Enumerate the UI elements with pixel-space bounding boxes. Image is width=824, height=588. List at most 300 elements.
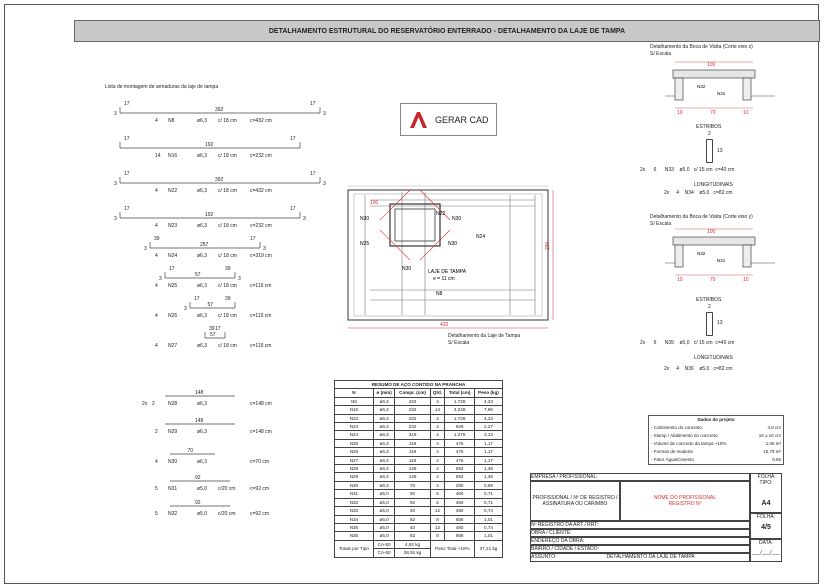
table-cell: 8 bbox=[430, 532, 445, 540]
boca-y-sub: S/ Escala bbox=[650, 221, 672, 227]
carimbo-endereco: ENDEREÇO DA OBRA: bbox=[530, 537, 750, 545]
table-cell: 432 bbox=[395, 414, 430, 422]
table-cell: 476 bbox=[445, 456, 475, 464]
bar-hook-left: 3 bbox=[114, 111, 117, 117]
carimbo-prof: PROFISSIONAL / Nº DE REGISTRO / ASSINATURA OU CARIMBO bbox=[530, 481, 620, 521]
table-row bbox=[335, 456, 503, 464]
plan-label: N30 bbox=[360, 216, 370, 222]
carimbo-assunto: ASSUNTO: DETALHAMENTO DA LAJE DE TAMPA bbox=[530, 553, 750, 562]
plan-dim-bottom: 420 bbox=[440, 322, 449, 328]
bar-qty: 2 bbox=[155, 429, 158, 435]
table-cell: 0,71 bbox=[474, 498, 502, 506]
bar-diam: ø6,3 bbox=[197, 343, 208, 349]
dados-row: - Fator Água/Cimento 0,55 bbox=[651, 457, 781, 462]
resumo-aco-table bbox=[334, 380, 503, 558]
bar-total: c=319 cm bbox=[250, 253, 272, 259]
table-cell: 82 bbox=[395, 532, 430, 540]
table-cell: 4 bbox=[430, 414, 445, 422]
bar-top-left: 39 bbox=[154, 236, 160, 242]
table-cell: 1.728 bbox=[445, 397, 475, 405]
dados-row: - Formas de madeira 10,79 m² bbox=[651, 449, 781, 454]
plan-dim-top: 100 bbox=[370, 200, 379, 206]
boca-x-d2: 70 bbox=[710, 110, 716, 116]
table-cell: ø6,3 bbox=[373, 406, 395, 414]
boca-x-stirrup bbox=[706, 139, 713, 163]
table-cell: 5 bbox=[430, 490, 445, 498]
bar-top-left: 17 bbox=[124, 136, 130, 142]
plan-laje-h: e = 11 cm bbox=[433, 276, 455, 282]
table-row bbox=[335, 523, 503, 531]
bar-diam: ø6,3 bbox=[197, 429, 208, 435]
bar-total: c=92 cm bbox=[250, 511, 270, 517]
bar-qty: 4 bbox=[155, 118, 158, 124]
table-cell: 4 bbox=[430, 481, 445, 489]
bar-total: c=432 cm bbox=[250, 188, 272, 194]
gerar-cad-label: GERAR CAD bbox=[435, 114, 489, 125]
table-cell: 4 bbox=[430, 397, 445, 405]
bar-qty: 4 bbox=[155, 223, 158, 229]
boca-x-top: 100 bbox=[707, 62, 716, 68]
boca-x-row2: 2x 4 N34 ø5,0 c=82 cm bbox=[664, 190, 733, 196]
plan-label: N24 bbox=[476, 234, 486, 240]
table-cell: ø6,3 bbox=[373, 431, 395, 439]
table-cell: 4 bbox=[430, 448, 445, 456]
bar-total: c=232 cm bbox=[250, 153, 272, 159]
bar-top-right: 17 bbox=[310, 171, 316, 177]
table-row bbox=[335, 481, 503, 489]
table-cell: 8 bbox=[430, 515, 445, 523]
table-cell: ø6,3 bbox=[373, 456, 395, 464]
table-cell: 119 bbox=[395, 439, 430, 447]
bar-diam: ø5,0 bbox=[197, 486, 208, 492]
bar-qty: 5 bbox=[155, 486, 158, 492]
bar-hook-left: 3 bbox=[144, 246, 147, 252]
carimbo-art: Nº REGISTRO DA ART / RRT: bbox=[530, 521, 750, 529]
bar-length: 148 bbox=[195, 418, 204, 424]
peso-total-value: 37,21 kg bbox=[474, 540, 502, 557]
carimbo-empresa: EMPRESA / PROFISSIONAL: bbox=[530, 473, 750, 481]
table-cell: 656 bbox=[445, 515, 475, 523]
bar-diam: ø6,3 bbox=[197, 153, 208, 159]
resumo-header: ø (mm) bbox=[373, 389, 395, 397]
table-cell: N27 bbox=[335, 456, 374, 464]
table-row bbox=[335, 423, 503, 431]
table-cell: N23 bbox=[335, 423, 374, 431]
bar-hook-right: 3 bbox=[323, 111, 326, 117]
plan-laje-title: LAJE DE TAMPA bbox=[428, 269, 467, 275]
bar-diam: ø6,3 bbox=[197, 223, 208, 229]
bar-id: N24 bbox=[168, 253, 178, 259]
table-cell: 2,27 bbox=[474, 423, 502, 431]
boca-x-estribos: ESTRIBOS bbox=[696, 124, 722, 130]
plan-label: N25 bbox=[360, 241, 370, 247]
bar-top-right: 39 bbox=[225, 296, 231, 302]
table-cell: 12 bbox=[430, 507, 445, 515]
boca-y-row1: 2x 6 N35 ø5,0 c/ 15 cm c=40 cm bbox=[640, 340, 735, 346]
table-cell: N30 bbox=[335, 481, 374, 489]
bar-diam: ø6,3 bbox=[197, 401, 208, 407]
dados-title: Dados do projeto bbox=[697, 417, 735, 422]
bar-total: c=432 cm bbox=[250, 118, 272, 124]
bar-top-right: 17 bbox=[310, 101, 316, 107]
tot1-tipo: CA-50 bbox=[373, 540, 395, 548]
table-cell: 4,23 bbox=[474, 397, 502, 405]
bar-length: 92 bbox=[195, 475, 201, 481]
bar-total: c=92 cm bbox=[250, 486, 270, 492]
table-row bbox=[335, 414, 503, 422]
table-row bbox=[335, 406, 503, 414]
bar-top-right: 17 bbox=[290, 136, 296, 142]
table-cell: N24 bbox=[335, 431, 374, 439]
bar-top-right: 17 bbox=[290, 206, 296, 212]
table-cell: 4 bbox=[430, 439, 445, 447]
bar-length: 57 bbox=[195, 272, 201, 278]
table-cell: ø6,3 bbox=[373, 473, 395, 481]
dados-row: - Slump / Abatimento do concreto 10 ± 10 cm bbox=[651, 433, 781, 438]
bar-spacing: c/ 18 cm bbox=[218, 313, 237, 319]
boca-y-title: Detalhamento da Boca de Visita (Corte eixo y) bbox=[650, 214, 753, 220]
table-cell: 460 bbox=[445, 490, 475, 498]
bar-total: c=148 cm bbox=[250, 429, 272, 435]
table-cell: 1,45 bbox=[474, 473, 502, 481]
table-cell: 476 bbox=[445, 439, 475, 447]
table-row bbox=[335, 490, 503, 498]
boca-x-sub: S/ Escala bbox=[650, 51, 672, 57]
table-cell: 3.248 bbox=[445, 406, 475, 414]
table-cell: ø6,3 bbox=[373, 481, 395, 489]
table-cell: 1,45 bbox=[474, 465, 502, 473]
table-cell: N33 bbox=[335, 507, 374, 515]
boca-y-n32: N32 bbox=[697, 251, 706, 256]
table-cell: 319 bbox=[395, 431, 430, 439]
bar-hook-left: 3 bbox=[114, 216, 117, 222]
boca-y-n31: N31 bbox=[717, 258, 726, 263]
plan-caption: Detalhamento da Laje de Tampa bbox=[448, 333, 521, 339]
boca-x-n31: N31 bbox=[717, 91, 726, 96]
table-cell: 4 bbox=[430, 473, 445, 481]
table-cell: 1.728 bbox=[445, 414, 475, 422]
bar-top-left: 17 bbox=[124, 101, 130, 107]
table-cell: 1,17 bbox=[474, 439, 502, 447]
table-row bbox=[335, 448, 503, 456]
bar-spacing: c/ 18 cm bbox=[218, 223, 237, 229]
table-cell: ø6,3 bbox=[373, 414, 395, 422]
bar-qty: 4 bbox=[155, 253, 158, 259]
carimbo-folha-tipo: FOLHA TIPO: A4 bbox=[750, 473, 782, 513]
carimbo-nome: NOME DO PROFISSIONAL REGISTRO Nº bbox=[620, 481, 750, 521]
bar-top-left: 17 bbox=[124, 206, 130, 212]
table-cell: 92 bbox=[395, 498, 430, 506]
table-cell: 4 bbox=[430, 465, 445, 473]
boca-x-long: LONGITUDINAIS bbox=[694, 182, 733, 188]
table-cell: 148 bbox=[395, 465, 430, 473]
table-cell: 1,17 bbox=[474, 456, 502, 464]
boca-x-row1: 2x 6 N33 ø5,0 c/ 15 cm c=40 cm bbox=[640, 167, 735, 173]
bar-length: 257 bbox=[200, 242, 209, 248]
resumo-header: Compr. (cm) bbox=[395, 389, 430, 397]
boca-x-est13: 13 bbox=[717, 148, 723, 154]
table-cell: ø6,3 bbox=[373, 448, 395, 456]
bar-id: N30 bbox=[168, 459, 178, 465]
bar-length: 70 bbox=[187, 448, 194, 454]
table-row bbox=[335, 507, 503, 515]
table-cell: 148 bbox=[395, 473, 430, 481]
bar-qty: 4 bbox=[155, 188, 158, 194]
bar-hook-left: 3 bbox=[114, 181, 117, 187]
bar-hook-right: 3 bbox=[238, 276, 241, 282]
boca-x-n32: N32 bbox=[697, 84, 706, 89]
table-cell: N26 bbox=[335, 448, 374, 456]
bar-id: N27 bbox=[168, 343, 178, 349]
tot2-peso: 28,91 kg bbox=[395, 549, 430, 557]
resumo-header: N bbox=[335, 389, 374, 397]
table-cell: N34 bbox=[335, 515, 374, 523]
bar-top-right: 17 bbox=[250, 236, 256, 242]
bar-hook-right: 3 bbox=[263, 246, 266, 252]
bar-diam: ø5,0 bbox=[197, 511, 208, 517]
bar-diam: ø6,3 bbox=[197, 313, 208, 319]
bar-spacing: c/20 cm bbox=[218, 486, 236, 492]
bar-top-left: 17 bbox=[169, 266, 175, 272]
carimbo-obra: OBRA / CLIENTE: bbox=[530, 529, 750, 537]
table-cell: 92 bbox=[395, 490, 430, 498]
bar-total: c=119 cm bbox=[250, 313, 272, 319]
bar-id: N26 bbox=[168, 313, 178, 319]
table-cell: 40 bbox=[395, 523, 430, 531]
table-cell: 70 bbox=[395, 481, 430, 489]
table-cell: ø6,3 bbox=[373, 439, 395, 447]
table-cell: ø5,0 bbox=[373, 523, 395, 531]
resumo-header: Peso (kg) bbox=[474, 389, 502, 397]
bar-length: 92 bbox=[195, 500, 201, 506]
bar-id: N28 bbox=[168, 401, 178, 407]
table-cell: 460 bbox=[445, 498, 475, 506]
table-cell: 14 bbox=[430, 406, 445, 414]
plan-caption-sub: S/ Escala bbox=[448, 340, 470, 346]
table-cell: 0,74 bbox=[474, 507, 502, 515]
table-cell: 592 bbox=[445, 473, 475, 481]
bar-spacing: c/ 18 cm bbox=[218, 188, 237, 194]
table-cell: 4 bbox=[430, 423, 445, 431]
bar-qty: 4 bbox=[155, 459, 158, 465]
dados-projeto bbox=[648, 415, 784, 465]
bar-length: 57 bbox=[210, 332, 216, 338]
resumo-header: Qtd. bbox=[430, 389, 445, 397]
table-cell: ø6,3 bbox=[373, 423, 395, 431]
table-row bbox=[335, 397, 503, 405]
bar-hook-right: 3 bbox=[323, 181, 326, 187]
bar-id: N25 bbox=[168, 283, 178, 289]
table-cell: 1.276 bbox=[445, 431, 475, 439]
bar-length: 192 bbox=[205, 212, 214, 218]
dados-row: - Cobrimento do concreto: 4,0 cm bbox=[651, 425, 781, 430]
bar-qty: 5 bbox=[155, 511, 158, 517]
carimbo-data: DATA: ___/___/___ bbox=[750, 539, 782, 562]
table-cell: ø5,0 bbox=[373, 490, 395, 498]
dados-row: - Volume de concreto da tampa +10% 1,06 m³ bbox=[651, 441, 781, 446]
bar-qty: 4 bbox=[155, 343, 158, 349]
table-cell: 4 bbox=[430, 456, 445, 464]
table-cell: 656 bbox=[445, 532, 475, 540]
bar-diam: ø6,3 bbox=[197, 118, 208, 124]
bar-spacing: c/ 18 cm bbox=[218, 118, 237, 124]
boca-x-d3: 10 bbox=[743, 110, 749, 116]
bar-spacing: c/ 18 cm bbox=[218, 153, 237, 159]
table-cell: N28 bbox=[335, 465, 374, 473]
bar-hook-right: 3 bbox=[303, 216, 306, 222]
carimbo-bairro: BAIRRO / CIDADE / ESTADO: bbox=[530, 545, 750, 553]
bar-diam: ø6,3 bbox=[197, 188, 208, 194]
bar-spacing: c/ 18 cm bbox=[218, 283, 237, 289]
boca-y-top: 100 bbox=[707, 229, 716, 235]
table-cell: 0,74 bbox=[474, 523, 502, 531]
bar-length: 57 bbox=[207, 302, 214, 308]
table-cell: 0,69 bbox=[474, 481, 502, 489]
bar-length: 392 bbox=[215, 177, 224, 183]
boca-y-est2: 2 bbox=[708, 304, 711, 310]
bar-hook-left: 3 bbox=[159, 276, 162, 282]
table-cell: 119 bbox=[395, 456, 430, 464]
boca-y-d1: 10 bbox=[677, 277, 683, 283]
bar-id: N23 bbox=[168, 223, 178, 229]
table-row bbox=[335, 465, 503, 473]
boca-y-est13: 13 bbox=[717, 320, 723, 326]
table-row bbox=[335, 473, 503, 481]
plan-label: N22 bbox=[436, 211, 446, 217]
table-row bbox=[335, 515, 503, 523]
bar-id: N32 bbox=[168, 511, 178, 517]
boca-y-estribos: ESTRIBOS bbox=[696, 297, 722, 303]
bar-id: N31 bbox=[168, 486, 178, 492]
table-cell: 40 bbox=[395, 507, 430, 515]
tot1-peso: 4,92 kg bbox=[395, 540, 430, 548]
table-cell: ø5,0 bbox=[373, 498, 395, 506]
table-cell: 4,23 bbox=[474, 414, 502, 422]
table-row bbox=[335, 498, 503, 506]
boca-x-est2: 2 bbox=[708, 131, 711, 137]
bar-id: N22 bbox=[168, 188, 178, 194]
plan-label: N8 bbox=[436, 291, 443, 297]
carimbo-folha: FOLHA: 4/5 bbox=[750, 513, 782, 539]
table-cell: 1,01 bbox=[474, 532, 502, 540]
peso-total-label: Peso Total +10% bbox=[430, 540, 474, 557]
resumo-title: RESUMO DE AÇO CONTIDO NA PRANCHA bbox=[335, 381, 503, 389]
bar-diam: ø6,3 bbox=[197, 283, 208, 289]
table-cell: 5 bbox=[430, 498, 445, 506]
table-cell: 119 bbox=[395, 448, 430, 456]
table-cell: N36 bbox=[335, 532, 374, 540]
gerar-cad-button[interactable] bbox=[400, 103, 497, 136]
bar-id: N16 bbox=[168, 153, 178, 159]
table-cell: 928 bbox=[445, 423, 475, 431]
table-cell: 232 bbox=[395, 423, 430, 431]
table-cell: 82 bbox=[395, 515, 430, 523]
boca-y-drawing bbox=[665, 225, 780, 285]
table-cell: N25 bbox=[335, 439, 374, 447]
bar-spacing: c/20 cm bbox=[218, 511, 236, 517]
sheet-title: DETALHAMENTO ESTRUTURAL DO RESERVATÓRIO ENTERRADO - DETALHAMENTO DA LAJE DE TAMPA bbox=[74, 20, 820, 42]
bar-top-left: 17 bbox=[194, 296, 200, 302]
bar-top-right: 39 bbox=[225, 266, 231, 272]
bar-total: c=119 cm bbox=[250, 343, 272, 349]
boca-y-d2: 70 bbox=[710, 277, 716, 283]
table-cell: 7,96 bbox=[474, 406, 502, 414]
table-cell: N35 bbox=[335, 523, 374, 531]
bar-id: N29 bbox=[168, 429, 178, 435]
table-row bbox=[335, 431, 503, 439]
plan-label: N30 bbox=[402, 266, 412, 272]
plan-dim-right: 230 bbox=[545, 241, 551, 250]
boca-y-row2: 2x 4 N36 ø5,0 c=82 cm bbox=[664, 366, 733, 372]
table-cell: N32 bbox=[335, 498, 374, 506]
autocad-icon bbox=[407, 109, 429, 131]
boca-y-d3: 10 bbox=[743, 277, 749, 283]
table-cell: 432 bbox=[395, 397, 430, 405]
bar-length: 392 bbox=[215, 107, 224, 113]
bar-length: 148 bbox=[195, 390, 204, 396]
table-cell: 280 bbox=[445, 481, 475, 489]
table-cell: N16 bbox=[335, 406, 374, 414]
bar-hook-left: 3 bbox=[184, 306, 187, 312]
boca-y-stirrup bbox=[706, 312, 713, 336]
table-cell: 1,17 bbox=[474, 448, 502, 456]
table-cell: 1,01 bbox=[474, 515, 502, 523]
bar-qty: 4 bbox=[155, 313, 158, 319]
bar-length: 192 bbox=[205, 142, 214, 148]
bar-qty: 14 bbox=[155, 153, 161, 159]
bar-diam: ø6,3 bbox=[197, 253, 208, 259]
totais-label: Totais por Tipo bbox=[335, 540, 374, 557]
bar-id: N8 bbox=[168, 118, 175, 124]
table-cell: N31 bbox=[335, 490, 374, 498]
bar-spacing: c/ 18 cm bbox=[218, 343, 237, 349]
boca-x-title: Detalhamento da Boca de Visita (Corte eixo x) bbox=[650, 44, 753, 50]
bar-qty: 2 bbox=[152, 401, 155, 407]
table-cell: 0,71 bbox=[474, 490, 502, 498]
tot2-tipo: CA-60 bbox=[373, 549, 395, 557]
bar-diam: ø6,3 bbox=[197, 459, 208, 465]
table-cell: 12 bbox=[430, 523, 445, 531]
boca-x-d1: 10 bbox=[677, 110, 683, 116]
bar-total: c=232 cm bbox=[250, 223, 272, 229]
plan-label: N30 bbox=[452, 216, 462, 222]
boca-y-long: LONGITUDINAIS bbox=[694, 355, 733, 361]
bar-total: c=148 cm bbox=[250, 401, 272, 407]
table-cell: N8 bbox=[335, 397, 374, 405]
table-cell: 480 bbox=[445, 523, 475, 531]
table-cell: ø6,3 bbox=[373, 465, 395, 473]
table-cell: 4 bbox=[430, 431, 445, 439]
bar-qty: 4 bbox=[155, 283, 158, 289]
table-cell: N29 bbox=[335, 473, 374, 481]
table-cell: 3,13 bbox=[474, 431, 502, 439]
table-row bbox=[335, 439, 503, 447]
bar-prefix: 2x bbox=[142, 401, 148, 407]
lista-title: Lista de montagem de armaduras da laje de tampa bbox=[105, 84, 219, 90]
bar-total: c=70 cm bbox=[250, 459, 270, 465]
table-cell: 592 bbox=[445, 465, 475, 473]
boca-x-drawing bbox=[665, 58, 780, 118]
bar-spacing: c/ 18 cm bbox=[218, 253, 237, 259]
slab-plan-drawing bbox=[340, 180, 560, 350]
bar-top-left: 17 bbox=[124, 171, 130, 177]
table-cell: ø5,0 bbox=[373, 532, 395, 540]
table-cell: 480 bbox=[445, 507, 475, 515]
table-cell: ø5,0 bbox=[373, 515, 395, 523]
table-row bbox=[335, 532, 503, 540]
table-cell: N22 bbox=[335, 414, 374, 422]
plan-label: N30 bbox=[448, 241, 458, 247]
